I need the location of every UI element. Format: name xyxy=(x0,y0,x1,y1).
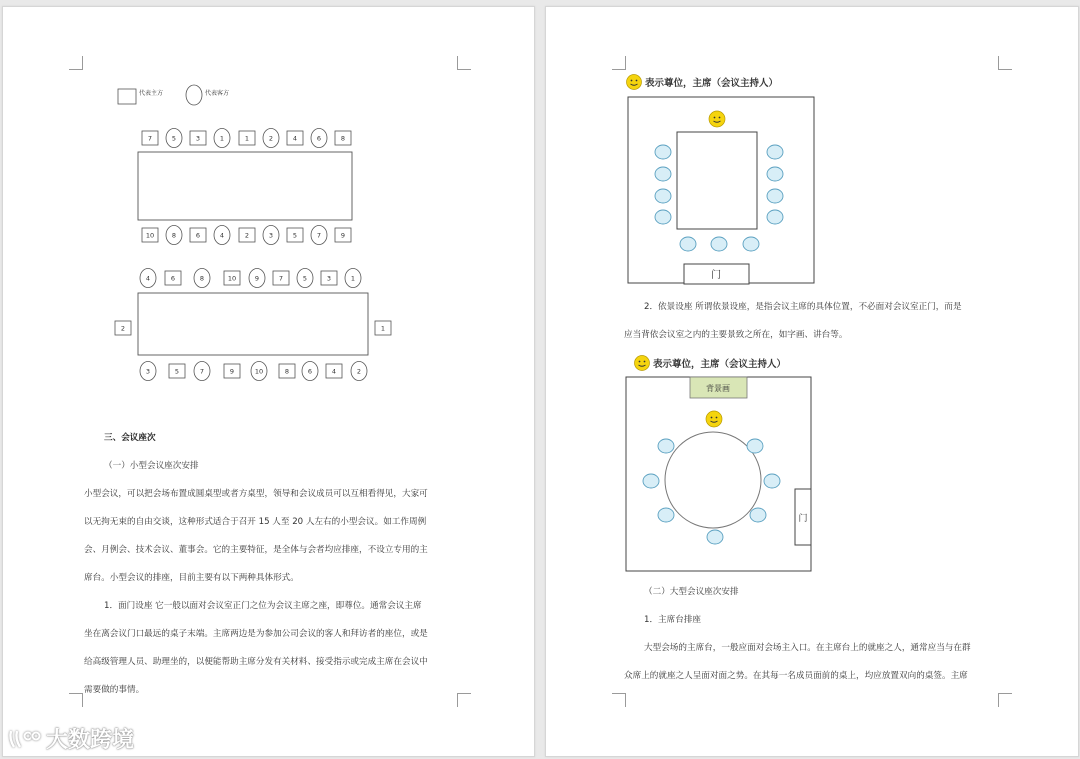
host-seat xyxy=(190,228,206,242)
chair xyxy=(707,530,723,544)
table1-bottom-seats xyxy=(142,226,351,245)
seat-number: 7 xyxy=(278,274,284,283)
document-page-right xyxy=(545,6,1079,757)
chair xyxy=(747,439,763,453)
host-seat xyxy=(375,321,391,335)
host-seat xyxy=(273,271,289,285)
seat-number: 5 xyxy=(302,274,308,283)
section-heading: 三、会议座次 xyxy=(104,433,156,443)
paragraph-line: 会、月例会、技术会议、董事会。它的主要特征，是全体与会者均应排座，不设立专用的主 xyxy=(84,545,428,555)
seat-number: 6 xyxy=(307,367,313,376)
door-label: 门 xyxy=(711,270,721,281)
chair xyxy=(658,439,674,453)
seat-number: 7 xyxy=(316,231,322,240)
watermark-logo-icon xyxy=(8,727,42,751)
seat-number: 8 xyxy=(171,231,177,240)
seat-number: 7 xyxy=(147,134,153,143)
guest-seat xyxy=(140,269,156,288)
watermark-text: 大数跨境 xyxy=(46,728,135,753)
legend-host-square xyxy=(118,89,136,104)
paragraph-line: 小型会议，可以把会场布置成圆桌型或者方桌型，领导和会议成员可以互相看得见，大家可 xyxy=(84,489,428,499)
seat-number: 8 xyxy=(284,367,290,376)
host-seat xyxy=(224,364,240,378)
paragraph-line: 1．面门设座 它一般以面对会议室正门之位为会议主席之座，即尊位。通常会议主席 xyxy=(104,601,422,611)
numbered-item: 1．主席台排座 xyxy=(644,615,702,625)
legend-guest-circle xyxy=(186,85,202,105)
paragraph-line: 需要做的事情。 xyxy=(84,685,145,695)
host-seat xyxy=(142,131,158,145)
host-seat xyxy=(190,131,206,145)
legend-guest-label: 代表客方 xyxy=(205,90,230,97)
seat-number: 2 xyxy=(244,231,250,240)
guest-seat xyxy=(311,226,327,245)
margin-mark-bottom-left xyxy=(69,693,83,707)
guest-seat xyxy=(251,362,267,381)
rectangular-table-seating-diagram xyxy=(3,7,534,407)
guest-seat xyxy=(311,129,327,148)
chair xyxy=(764,474,780,488)
guest-seat xyxy=(263,129,279,148)
guest-seat xyxy=(214,226,230,245)
round-table-room-diagram xyxy=(546,7,1078,587)
host-seat xyxy=(115,321,131,335)
document-page-left xyxy=(2,6,535,757)
paragraph-line: 给高级管理人员、助理坐的，以便能帮助主席分发有关材料、接受指示或完成主席在会议中 xyxy=(84,657,428,667)
seat-number: 3 xyxy=(326,274,332,283)
host-seat xyxy=(287,131,303,145)
seat-number: 7 xyxy=(199,367,205,376)
host-seat xyxy=(142,228,158,242)
host-seat xyxy=(321,271,337,285)
guest-seat xyxy=(345,269,361,288)
paragraph-line: 大型会场的主席台，一般应面对会场主入口。在主席台上的就座之人，通常应当与在群 xyxy=(644,643,971,653)
backdrop-label: 背景画 xyxy=(706,384,730,393)
paragraph-line: 2．依景设座 所谓依景设座，是指会议主席的具体位置，不必面对会议室正门，而是 xyxy=(644,302,962,312)
seat-number: 1 xyxy=(244,134,250,143)
seat-number: 4 xyxy=(219,231,225,240)
sub-heading-small-meeting: （一）小型会议座次安排 xyxy=(104,461,199,471)
chair xyxy=(750,508,766,522)
sub-heading-large-meeting: （二）大型会议座次安排 xyxy=(644,587,739,597)
chair xyxy=(658,508,674,522)
margin-mark-bottom-right xyxy=(998,693,1012,707)
host-seat xyxy=(165,271,181,285)
guest-seat xyxy=(249,269,265,288)
paragraph-line: 坐在离会议门口最远的桌子末端。主席两边是为参加公司会议的客人和拜访者的座位，或是 xyxy=(84,629,428,639)
guest-seat xyxy=(166,226,182,245)
host-seat xyxy=(279,364,295,378)
seat-number: 4 xyxy=(145,274,151,283)
side-door-label: 门 xyxy=(798,514,808,524)
host-seat xyxy=(335,228,351,242)
seat-number: 1 xyxy=(350,274,356,283)
guest-seat xyxy=(214,129,230,148)
seat-number: 8 xyxy=(199,274,205,283)
table2-top-seats xyxy=(140,269,361,288)
chair-smiley-icon xyxy=(706,411,722,427)
chair xyxy=(643,474,659,488)
host-seat xyxy=(287,228,303,242)
guest-seat xyxy=(263,226,279,245)
guest-seat xyxy=(351,362,367,381)
seat-number: 3 xyxy=(145,367,151,376)
seat-number: 10 xyxy=(254,367,264,376)
figure1-title-text: 表示尊位，主席（会议主持人） xyxy=(645,78,779,89)
seat-number: 10 xyxy=(227,274,237,283)
seat-number: 6 xyxy=(316,134,322,143)
table2-bottom-seats xyxy=(140,362,367,381)
seat-number: 8 xyxy=(340,134,346,143)
table1-top-seats xyxy=(142,129,351,148)
guest-seat xyxy=(194,362,210,381)
seat-number: 4 xyxy=(292,134,298,143)
conference-table-1 xyxy=(138,152,352,220)
legend-host-label: 代表主方 xyxy=(139,90,164,97)
seat-number: 9 xyxy=(254,274,260,283)
seat-number: 1 xyxy=(219,134,225,143)
seat-number: 6 xyxy=(195,231,201,240)
seat-number: 9 xyxy=(340,231,346,240)
paragraph-line: 应当背依会议室之内的主要景致之所在，如字画、讲台等。 xyxy=(624,330,848,340)
seat-number: 2 xyxy=(120,324,126,333)
host-seat xyxy=(239,131,255,145)
seat-number: 2 xyxy=(268,134,274,143)
seat-number: 5 xyxy=(174,367,180,376)
paragraph-line: 以无拘无束的自由交谈，这种形式适合于召开 15 人至 20 人左右的小型会议。如工作周例 xyxy=(84,517,427,527)
guest-seat xyxy=(302,362,318,381)
seat-number: 6 xyxy=(170,274,176,283)
seat-number: 4 xyxy=(331,367,337,376)
figure2-title-text: 表示尊位，主席（会议主持人） xyxy=(653,359,787,370)
seat-number: 3 xyxy=(195,134,201,143)
watermark xyxy=(8,723,134,754)
margin-mark-bottom-left xyxy=(612,693,626,707)
guest-seat xyxy=(166,129,182,148)
paragraph-line: 众席上的就座之人呈面对面之势。在其每一名成员面前的桌上，均应放置双向的桌签。主席 xyxy=(624,671,968,681)
seat-number: 5 xyxy=(292,231,298,240)
host-seat xyxy=(239,228,255,242)
guest-seat xyxy=(140,362,156,381)
host-seat xyxy=(224,271,240,285)
seat-number: 2 xyxy=(356,367,362,376)
seat-number: 5 xyxy=(171,134,177,143)
seat-number: 10 xyxy=(145,231,155,240)
seat-number: 1 xyxy=(380,324,386,333)
legend xyxy=(118,85,229,105)
seat-number: 3 xyxy=(268,231,274,240)
seat-number: 9 xyxy=(229,367,235,376)
margin-mark-bottom-right xyxy=(457,693,471,707)
host-seat xyxy=(169,364,185,378)
guest-seat xyxy=(194,269,210,288)
guest-seat xyxy=(297,269,313,288)
host-seat xyxy=(326,364,342,378)
conference-table-2 xyxy=(138,293,368,355)
host-seat xyxy=(335,131,351,145)
paragraph-line: 席台。小型会议的排座，目前主要有以下两种具体形式。 xyxy=(84,573,299,583)
